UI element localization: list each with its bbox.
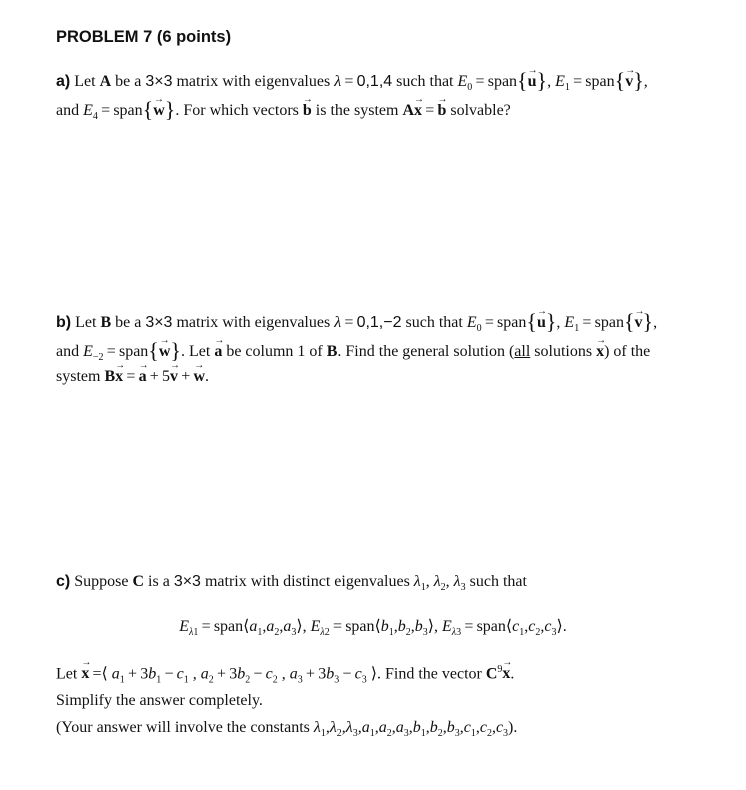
- part-c-equation: $E_{\lambda 1}$ = $span⟨a_1,a_2,a_3⟩$, $E_{\lambda 2}$ = $span⟨b_1,b_2,b_3⟩$, $E_{\lambda 3}$ = $span⟨c_1,c_2,c_3⟩$.: [179, 618, 567, 638]
- part-b-line-1: b) Let B be a 3×3 matrix with eigenvalues λ = 0,1,−2 such that $E_0$ = span{u →}, $E_1$ = span{v →},: [56, 311, 657, 340]
- part-b-line-2: and $E_{-2}$ = span{w →}. Let a → be column 1 of B. Find the general solution (all solutions x →) of the: [56, 340, 650, 369]
- part-c-line-1: c) Suppose C is a 3×3 matrix with distinct eigenvalues $\lambda_1$, $\lambda_2$, $\lambda_3$ such that: [56, 573, 527, 593]
- part-a-line-2: and $E_4$ = span{w →}. For which vectors b → is the system Ax → = b → solvable?: [56, 99, 511, 128]
- problem-title: PROBLEM 7 (6 points): [56, 28, 232, 46]
- part-b-line-3: system Bx → = a → + 5v → + w →.: [56, 366, 209, 388]
- part-c-line-3: Simplify the answer completely.: [56, 692, 263, 709]
- part-c-line-4: (Your answer will involve the constants $\lambda_1,\lambda_2,\lambda_3,a_1,a_2,a_3,b_1,b_2,b_3,c_1,c_2,c_3$).: [56, 719, 518, 739]
- part-a-line-1: a) Let A be a 3×3 matrix with eigenvalues λ = 0,1,4 such that $E_0$ = span{u →}, $E_1$ = span{v →},: [56, 70, 648, 99]
- part-c-line-2: Let x → =⟨ $a_1 + 3b_1 - c_1$ , $a_2 + 3b_2 - c_2$ , $a_3 + 3b_3 - c_3$ ⟩. Find the vector $C^9x$ →.: [56, 659, 514, 691]
- part-c-label: c): [56, 573, 71, 590]
- part-a-label: a): [56, 73, 71, 90]
- part-b-label: b): [56, 314, 72, 331]
